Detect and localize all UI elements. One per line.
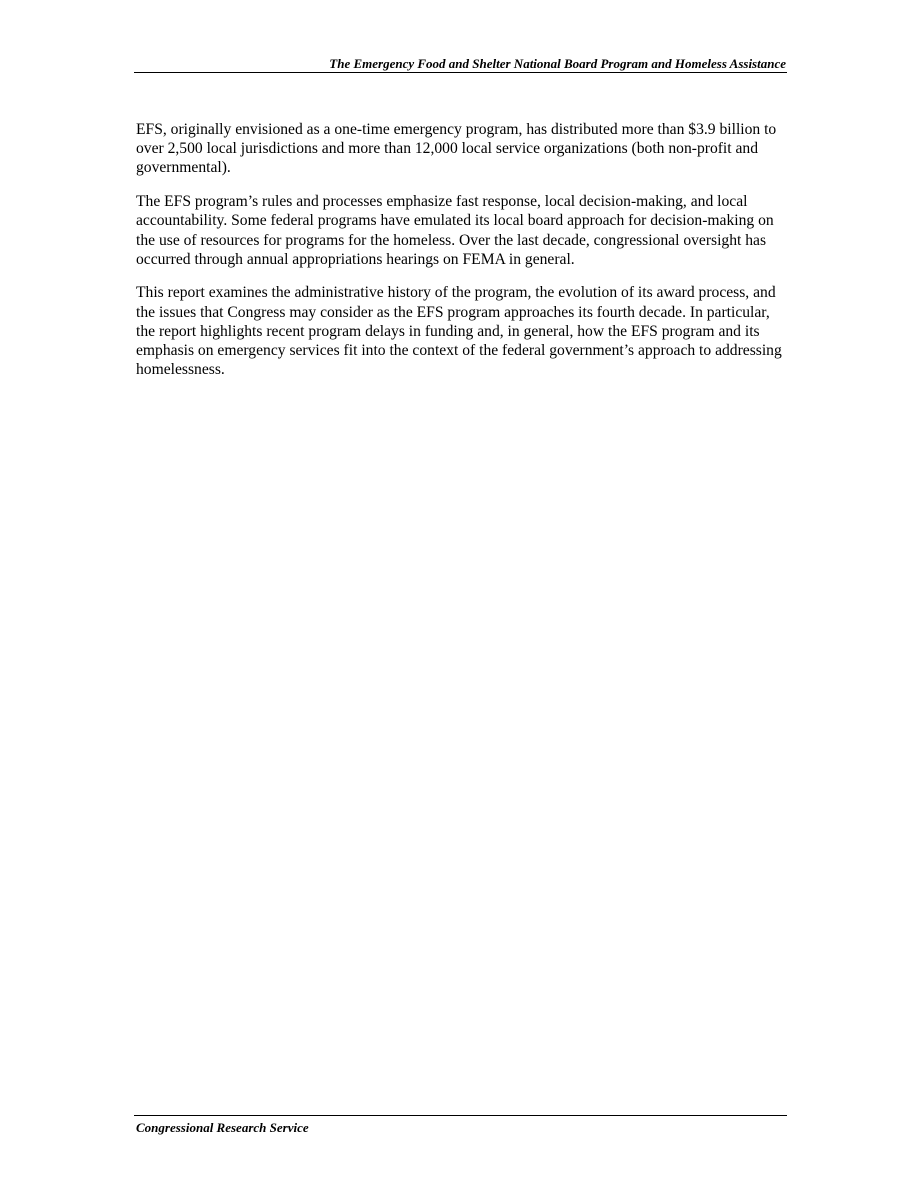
body-content xyxy=(136,120,792,394)
paragraph-efs-distribution: EFS, originally envisioned as a one-time emergency program, has distributed more than $3.9 billion to over 2,500 local jurisdictions and more than 12,000 local service organizations (both non-profit and governmental). xyxy=(136,121,777,177)
header-divider xyxy=(134,72,787,73)
running-footer: Congressional Research Service xyxy=(136,1120,309,1135)
paragraph-report-scope: This report examines the administrative history of the program, the evolution of its award process, and the issues that Congress may consider as the EFS program approaches its fourth decade. In particular, the report highlights recent program delays in funding and, in general, how the EFS program and its emphasis on emergency services fit into the context of the federal government’s approach to addressing homelessness. xyxy=(136,284,782,379)
footer-divider xyxy=(134,1115,787,1116)
running-header: The Emergency Food and Shelter National Board Program and Homeless Assistance xyxy=(329,56,786,71)
paragraph-efs-rules: The EFS program’s rules and processes emphasize fast response, local decision-making, and local accountability. Some federal programs have emulated its local board approach for decision-making on the use of resources for programs for the homeless. Over the last decade, congressional oversight has occurred through annual appropriations hearings on FEMA in general. xyxy=(136,193,774,268)
